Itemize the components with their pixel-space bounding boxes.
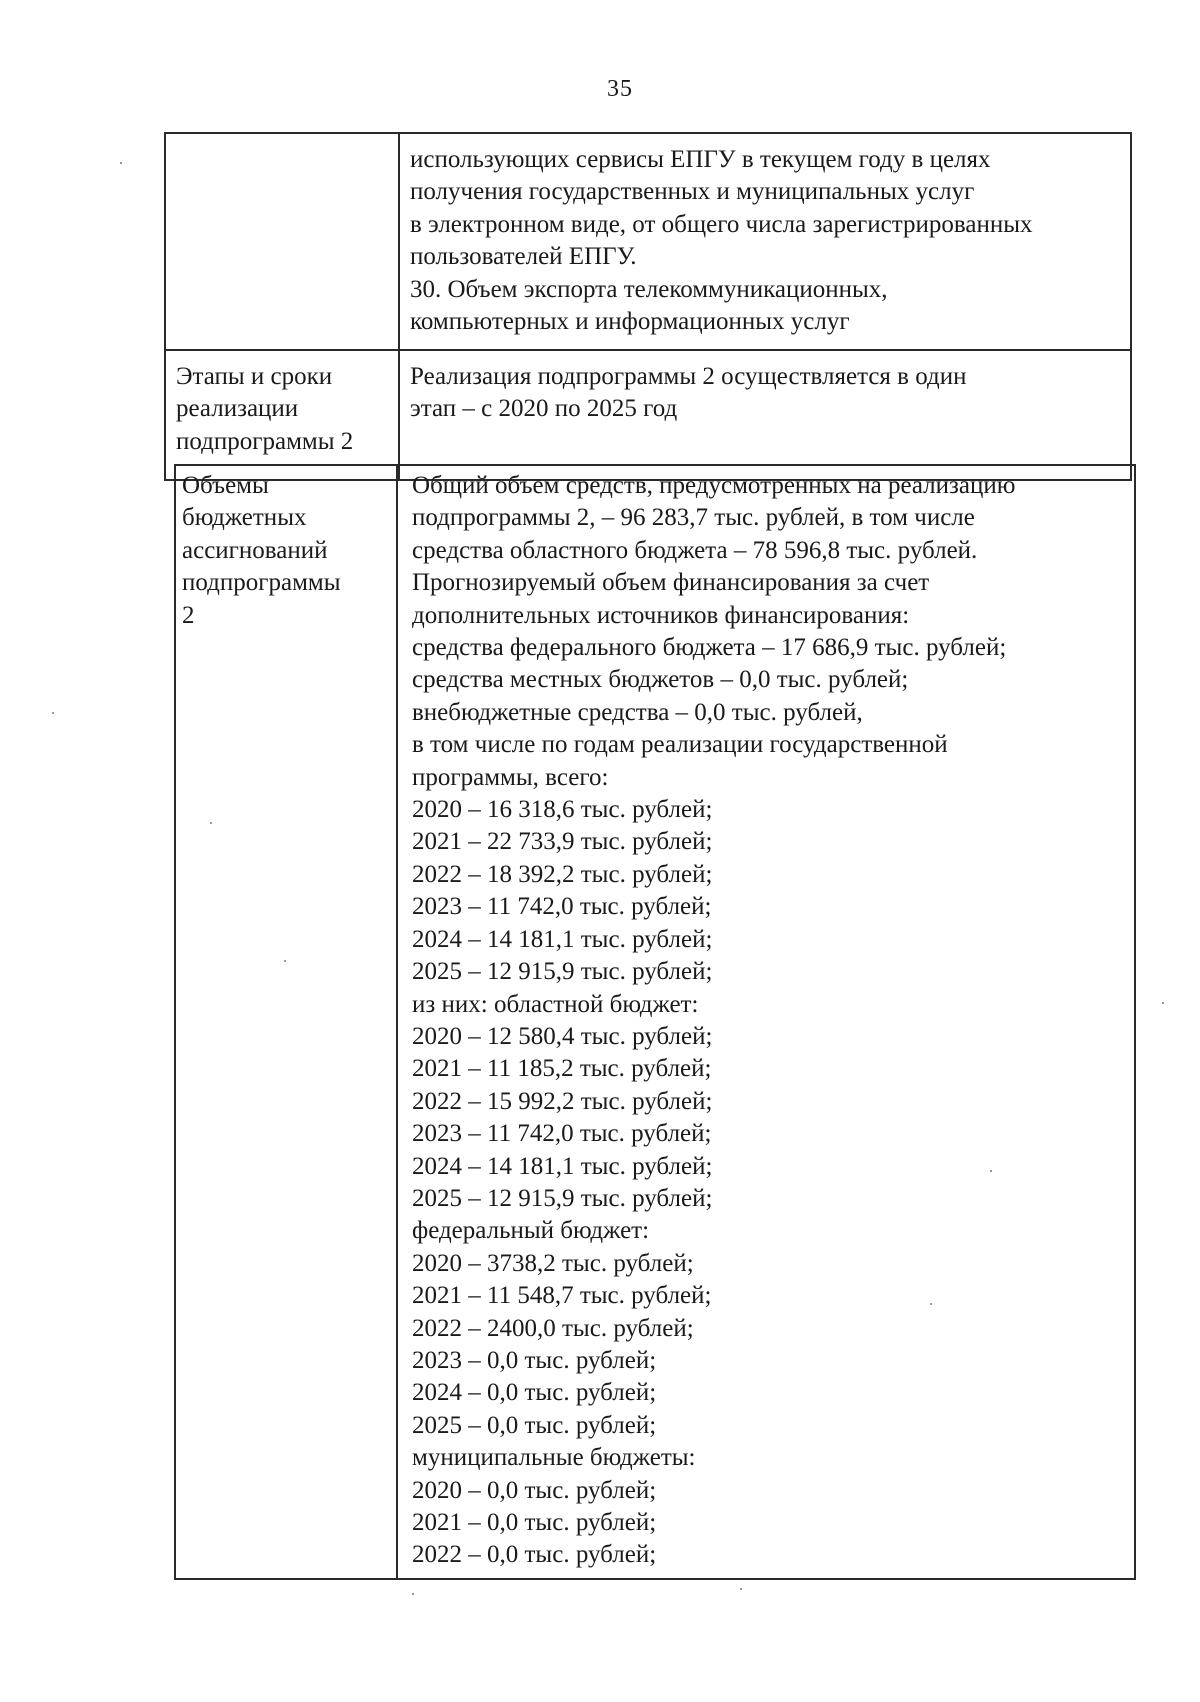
label-line: реализации (176, 395, 299, 423)
text-line: муниципальные бюджеты: (412, 1444, 696, 1472)
row-value-cell (399, 133, 1131, 350)
text-line: средства федерального бюджета – 17 686,9 тыс. рублей; (412, 634, 1007, 662)
scan-speck (930, 1303, 932, 1305)
label-line: ассигнований (182, 536, 328, 564)
label-line: подпрограммы (182, 569, 341, 597)
text-line: 2021 – 0,0 тыс. рублей; (412, 1509, 657, 1536)
text-line: 2022 – 15 992,2 тыс. рублей; (412, 1087, 713, 1115)
passport-table-funding (174, 464, 1136, 1580)
row-value-cell (397, 465, 1135, 1579)
row-label-cell (165, 133, 399, 350)
text-line: 2025 – 12 915,9 тыс. рублей; (412, 1184, 713, 1212)
scan-speck (740, 1588, 742, 1590)
label-line: подпрограммы 2 (176, 427, 354, 455)
text-line: 2021 – 11 185,2 тыс. рублей; (412, 1055, 712, 1083)
text-line: средства областного бюджета – 78 596,8 тыс. рублей. (412, 536, 978, 564)
text-line: 2022 – 2400,0 тыс. рублей; (412, 1314, 694, 1342)
text-line: средства местных бюджетов – 0,0 тыс. рублей; (412, 666, 909, 694)
text-line: пользователей ЕПГУ. (410, 243, 637, 271)
label-line: Объемы (182, 472, 269, 499)
text-line: 2020 – 3738,2 тыс. рублей; (412, 1249, 694, 1277)
text-line: 2023 – 11 742,0 тыс. рублей; (412, 1120, 712, 1148)
label-line: бюджетных (182, 504, 307, 532)
row-label-cell (175, 465, 397, 1579)
label-line: 2 (182, 601, 195, 629)
text-line: из них: областной бюджет: (412, 990, 699, 1018)
text-line: использующих сервисы ЕПГУ в текущем году в целях (410, 146, 991, 173)
text-line: в электронном виде, от общего числа зарегистрированных (410, 210, 1033, 238)
text-line: 2024 – 0,0 тыс. рублей; (412, 1379, 657, 1407)
text-line: программы, всего: (412, 763, 609, 791)
text-line: 2023 – 11 742,0 тыс. рублей; (412, 893, 712, 921)
text-line: этап – с 2020 по 2025 год (410, 395, 678, 423)
row-value-cell (399, 350, 1131, 480)
passport-table-top (164, 132, 1132, 481)
text-line: 2024 – 14 181,1 тыс. рублей; (412, 1152, 713, 1180)
text-line: 2020 – 0,0 тыс. рублей; (412, 1476, 657, 1504)
text-line: получения государственных и муниципальных услуг (410, 178, 975, 206)
text-line: 2025 – 12 915,9 тыс. рублей; (412, 958, 713, 986)
scan-speck (120, 162, 122, 164)
text-line: 2024 – 14 181,1 тыс. рублей; (412, 925, 713, 953)
row-label-cell (165, 350, 399, 480)
text-line: в том числе по годам реализации государственной (412, 731, 948, 759)
label-line: Этапы и сроки (176, 363, 333, 390)
scan-speck (990, 1170, 992, 1172)
text-line: дополнительных источников финансирования: (412, 601, 910, 629)
text-line: 30. Объем экспорта телекоммуникационных, (410, 275, 888, 303)
text-line: 2021 – 22 733,9 тыс. рублей; (412, 828, 713, 856)
page-number: 35 (607, 76, 633, 102)
text-line: компьютерных и информационных услуг (410, 308, 850, 336)
text-line: 2022 – 18 392,2 тыс. рублей; (412, 860, 713, 888)
text-line: внебюджетные средства – 0,0 тыс. рублей, (412, 698, 863, 726)
table-row-funding (175, 465, 1135, 1579)
text-line: 2020 – 16 318,6 тыс. рублей; (412, 796, 713, 824)
scan-speck (210, 822, 212, 824)
text-line: 2021 – 11 548,7 тыс. рублей; (412, 1282, 712, 1310)
text-line: 2020 – 12 580,4 тыс. рублей; (412, 1022, 713, 1050)
text-line: подпрограммы 2, – 96 283,7 тыс. рублей, в том числе (412, 504, 975, 532)
text-line: 2023 – 0,0 тыс. рублей; (412, 1346, 657, 1374)
scan-speck (52, 712, 54, 714)
text-line: 2022 – 0,0 тыс. рублей; (412, 1541, 657, 1569)
text-line: 2025 – 0,0 тыс. рублей; (412, 1411, 657, 1439)
scan-speck (1162, 1002, 1164, 1004)
text-line: Общий объем средств, предусмотренных на реализацию (412, 472, 1016, 499)
table-row-continuation (165, 133, 1131, 350)
scan-speck (412, 1593, 414, 1595)
table-row-stages (165, 350, 1131, 480)
scan-speck (284, 960, 286, 962)
text-line: федеральный бюджет: (412, 1217, 650, 1245)
text-line: Прогнозируемый объем финансирования за счет (412, 569, 930, 597)
text-line: Реализация подпрограммы 2 осуществляется в один (410, 363, 967, 390)
